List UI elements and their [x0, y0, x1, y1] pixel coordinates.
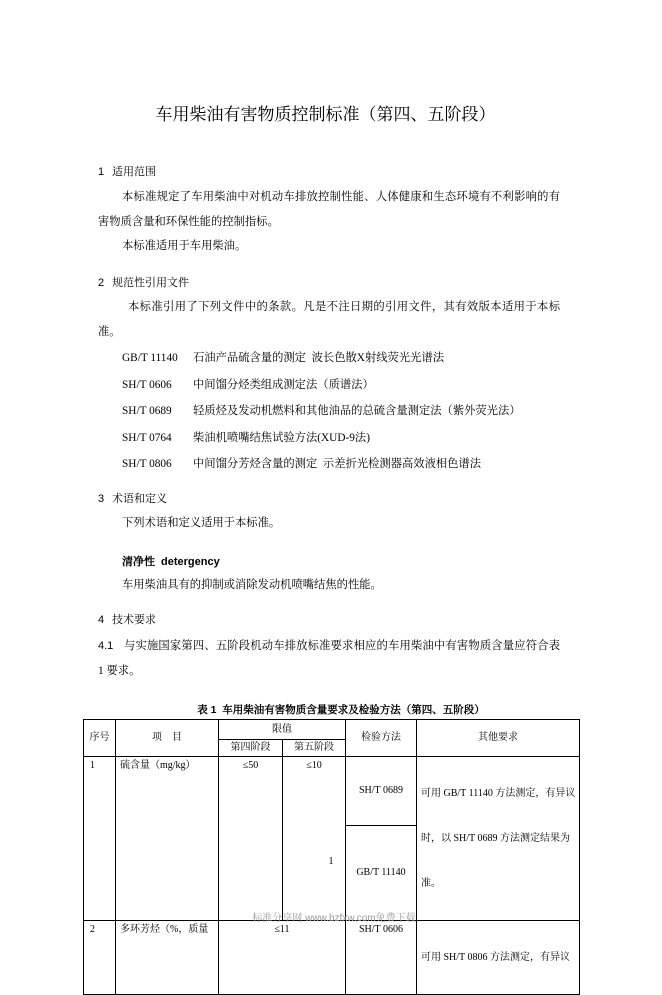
term-english: detergency — [161, 556, 220, 568]
section-label: 适用范围 — [112, 166, 156, 178]
cell-no: 2 — [84, 921, 116, 995]
cell-other-line: 准。 — [421, 878, 441, 889]
clause-line: 与实施国家第四、五阶段机动车排放标准要求相应的车用柴油中有害物质含量应符合表 — [124, 640, 560, 652]
paragraph-line: 本标准引用了下列文件中的条款。凡是不注日期的引用文件，其有效版本适用于本标 — [128, 301, 560, 313]
cell-method: SH/T 0606 — [346, 921, 417, 995]
table-row — [84, 757, 580, 826]
reference-title: 中间馏分烃类组成测定法（质谱法） — [193, 379, 374, 391]
header-other: 其他要求 — [417, 720, 580, 757]
cell-other — [417, 757, 580, 921]
reference-title: 中间馏分芳烃含量的测定 示差折光检测器高效液相色谱法 — [193, 458, 482, 470]
table-header-row — [84, 720, 580, 740]
reference-code: SH/T 0606 — [122, 379, 172, 391]
reference-title: 轻质烃及发动机燃料和其他油品的总硫含量测定法（紫外荧光法） — [193, 405, 521, 417]
reference-code: SH/T 0689 — [122, 405, 172, 417]
section-number: 2 — [98, 277, 105, 289]
cell-method: GB/T 11140 — [346, 826, 417, 921]
cell-item: 多环芳烃（%，质量 — [116, 921, 219, 995]
document-title: 车用柴油有害物质控制标准（第四、五阶段） — [155, 105, 496, 124]
cell-item: 硫含量（mg/kg） — [116, 757, 219, 921]
cell-other-line: 可用 GB/T 11140 方法测定，有异议 — [421, 788, 576, 799]
table-caption: 表 1 车用柴油有害物质含量要求及检验方法（第四、五阶段） — [197, 704, 485, 716]
reference-code: GB/T 11140 — [122, 352, 178, 364]
clause-line: 1 要求。 — [98, 665, 141, 677]
section-label: 术语和定义 — [112, 493, 167, 505]
header-stage5: 第五阶段 — [283, 740, 346, 757]
reference-item — [122, 401, 521, 421]
reference-item — [122, 428, 370, 448]
reference-title: 柴油机喷嘴结焦试验方法(XUD-9法) — [193, 432, 370, 444]
cell-other-line: 时，以 SH/T 0689 方法测定结果为 — [421, 833, 570, 844]
reference-title: 石油产品硫含量的测定 波长色散X射线荧光光谱法 — [193, 352, 445, 364]
cell-stage4: ≤50 — [219, 757, 283, 921]
cell-other — [417, 921, 580, 995]
paragraph-line: 准。 — [98, 326, 121, 338]
header-method: 检验方法 — [346, 720, 417, 757]
section-3-heading — [98, 489, 167, 509]
header-no: 序号 — [84, 720, 116, 757]
term-entry — [122, 552, 220, 572]
section-label: 技术要求 — [112, 614, 156, 626]
reference-code: SH/T 0764 — [122, 432, 172, 444]
paragraph: 本标准适用于车用柴油。 — [122, 240, 247, 252]
header-stage4: 第四阶段 — [219, 740, 283, 757]
footer-watermark: 标准分享网 www.bzfxw.com免费下载 — [252, 913, 416, 924]
paragraph-line: 本标准规定了车用柴油中对机动车排放控制性能、人体健康和生态环境有不利影响的有 — [122, 191, 560, 203]
table-row — [84, 921, 580, 995]
reference-item — [122, 348, 444, 368]
cell-limit: ≤11 — [219, 921, 346, 995]
header-item: 项 目 — [116, 720, 219, 757]
section-number: 4 — [98, 614, 105, 626]
term-definition: 车用柴油具有的抑制或消除发动机喷嘴结焦的性能。 — [122, 579, 382, 591]
term-chinese: 清净性 — [122, 556, 155, 568]
cell-other-line: 可用 SH/T 0806 方法测定，有异议 — [421, 952, 570, 963]
section-number: 3 — [98, 493, 105, 505]
section-4-heading — [98, 610, 156, 630]
paragraph: 下列术语和定义适用于本标准。 — [122, 517, 281, 529]
section-1-heading — [98, 162, 156, 182]
paragraph-line: 害物质含量和环保性能的控制指标。 — [98, 216, 279, 228]
page-number: 1 — [328, 856, 334, 867]
reference-item — [122, 454, 481, 474]
reference-item — [122, 375, 374, 395]
cell-no: 1 — [84, 757, 116, 921]
reference-code: SH/T 0806 — [122, 458, 172, 470]
section-2-heading — [98, 273, 189, 293]
cell-stage5: ≤10 — [283, 757, 346, 921]
cell-method: SH/T 0689 — [346, 757, 417, 826]
section-label: 规范性引用文件 — [112, 277, 189, 289]
section-number: 1 — [98, 166, 105, 178]
header-limit: 限值 — [219, 720, 346, 740]
clause-number: 4.1 — [98, 640, 114, 652]
